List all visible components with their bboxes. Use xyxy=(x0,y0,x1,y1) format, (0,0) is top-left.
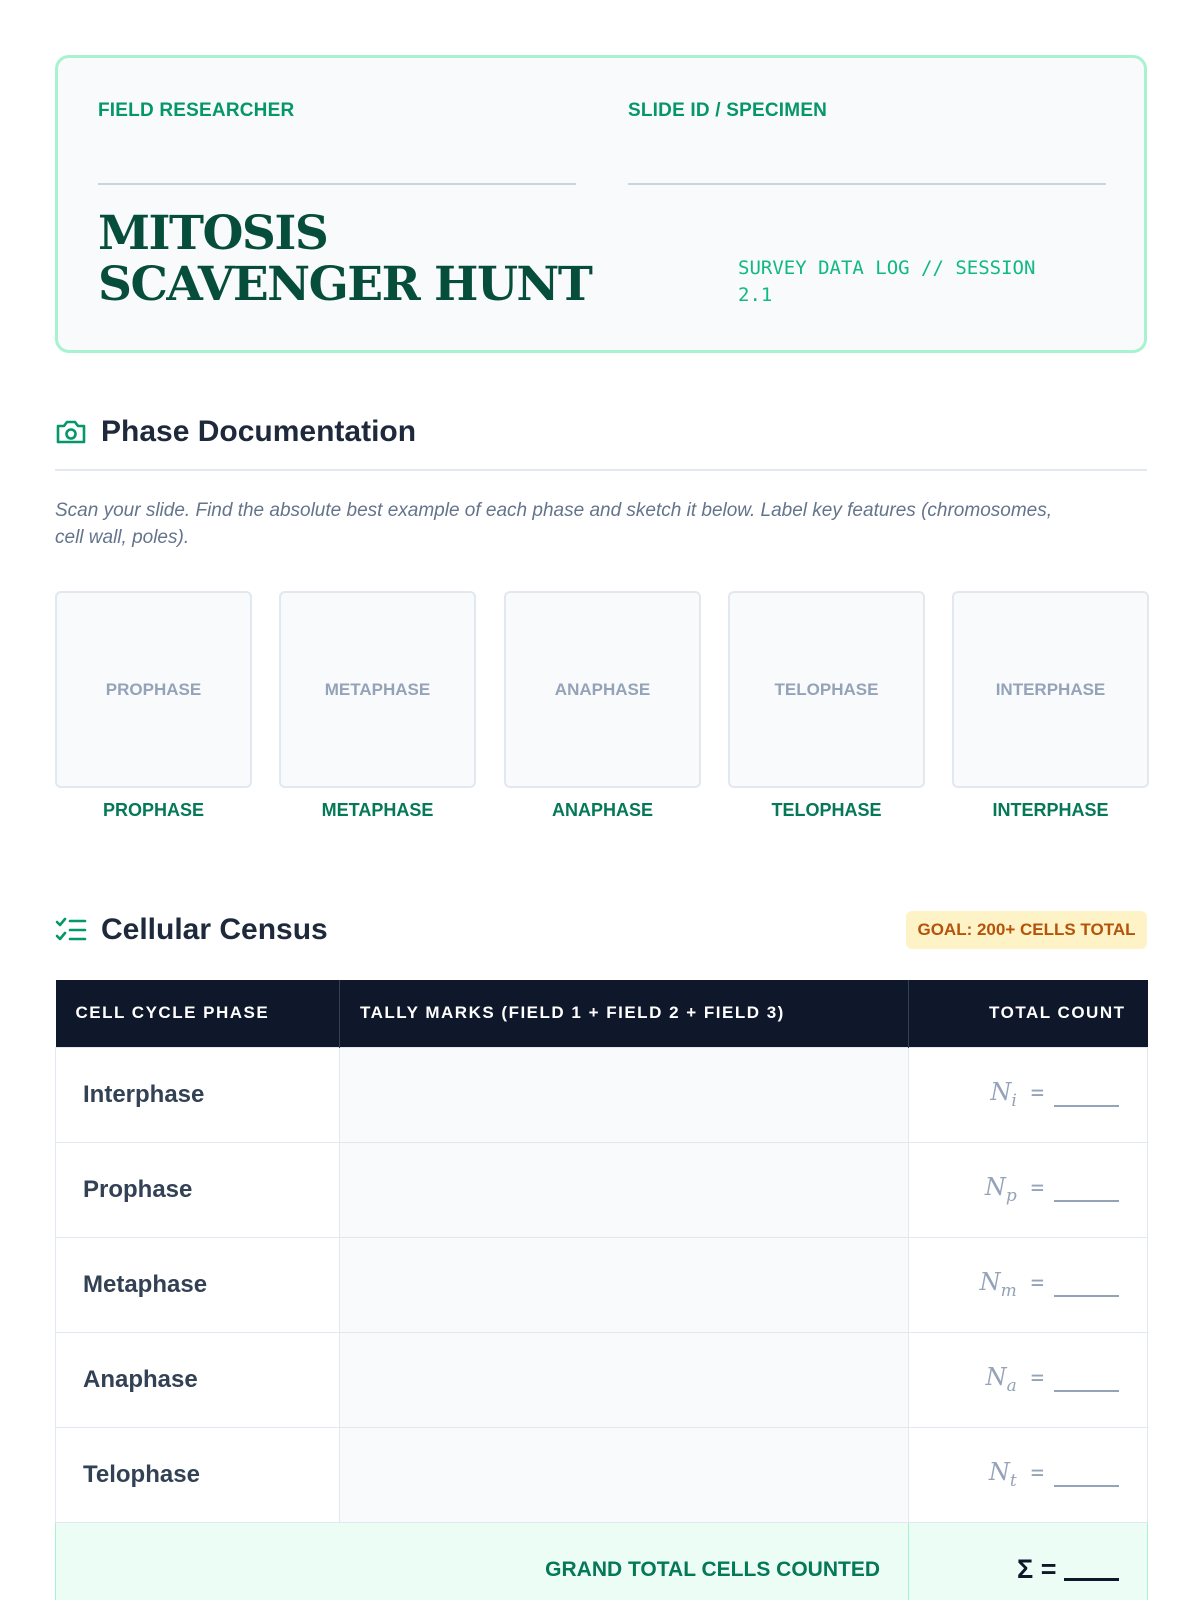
section-divider xyxy=(55,469,1147,471)
count-blank[interactable] xyxy=(1054,1465,1119,1487)
sketch-box-prophase[interactable]: PROPHASE xyxy=(55,591,252,788)
tally-cell[interactable] xyxy=(340,1237,909,1332)
count-variable: $N_i$ xyxy=(990,1078,1017,1111)
count-variable: $N_m$ xyxy=(979,1268,1017,1301)
column-header-tally: TALLY MARKS (FIELD 1 + FIELD 2 + FIELD 3) xyxy=(340,980,909,1047)
count-cell xyxy=(909,1237,1148,1332)
census-title: Cellular Census xyxy=(101,913,328,946)
tally-cell[interactable] xyxy=(340,1142,909,1237)
phase-name: Metaphase xyxy=(56,1237,340,1332)
sketch-box-metaphase[interactable]: METAPHASE xyxy=(279,591,476,788)
equals-sign: = xyxy=(1030,1176,1044,1202)
equals-sign: = xyxy=(1030,1271,1044,1297)
caption-metaphase: METAPHASE xyxy=(321,800,434,820)
count-blank[interactable] xyxy=(1054,1275,1119,1297)
count-variable: $N_t$ xyxy=(988,1458,1017,1491)
table-row xyxy=(56,1427,1148,1522)
grand-total-label: GRAND TOTAL CELLS COUNTED xyxy=(56,1522,909,1600)
tally-cell[interactable] xyxy=(340,1427,909,1522)
count-cell xyxy=(909,1047,1148,1142)
session-subtitle: SURVEY DATA LOG // SESSION 2.1 xyxy=(738,257,1036,306)
table-row xyxy=(56,1332,1148,1427)
count-variable: $N_a$ xyxy=(985,1363,1017,1396)
equals-sign: = xyxy=(1030,1081,1044,1107)
equals-sign: = xyxy=(1030,1366,1044,1392)
instructions-text: Scan your slide. Find the absolute best example of each phase and sketch it below. Label key features (chromosomes, cell wall, poles). xyxy=(55,500,1053,548)
grand-total-blank[interactable] xyxy=(1064,1561,1119,1581)
count-variable: $N_p$ xyxy=(984,1173,1017,1206)
caption-prophase: PROPHASE xyxy=(102,800,205,820)
grand-total-value xyxy=(909,1522,1148,1600)
header-card xyxy=(55,55,1147,353)
researcher-field[interactable] xyxy=(98,183,576,185)
count-cell xyxy=(909,1142,1148,1237)
table-row xyxy=(56,1237,1148,1332)
phase-name: Anaphase xyxy=(56,1332,340,1427)
phase-name: Interphase xyxy=(56,1047,340,1142)
equals-sign: = xyxy=(1030,1461,1044,1487)
table-row xyxy=(56,1047,1148,1142)
caption-anaphase: ANAPHASE xyxy=(551,800,653,820)
table-header-row xyxy=(56,980,1148,1047)
checklist-icon xyxy=(55,914,87,946)
slide-id-field[interactable] xyxy=(628,183,1106,185)
phase-name: Prophase xyxy=(56,1142,340,1237)
column-header-total: TOTAL COUNT xyxy=(909,980,1148,1047)
sketch-box-telophase[interactable]: TELOPHASE xyxy=(728,591,925,788)
researcher-label: FIELD RESEARCHER xyxy=(98,100,295,121)
tally-cell[interactable] xyxy=(340,1047,909,1142)
count-cell xyxy=(909,1427,1148,1522)
tally-cell[interactable] xyxy=(340,1332,909,1427)
phase-doc-header xyxy=(55,415,416,449)
census-table xyxy=(55,980,1148,1600)
phase-doc-title: Phase Documentation xyxy=(101,415,417,448)
caption-interphase: INTERPHASE xyxy=(992,800,1109,820)
count-blank[interactable] xyxy=(1054,1370,1119,1392)
census-header xyxy=(55,913,328,947)
goal-badge: GOAL: 200+ CELLS TOTAL xyxy=(906,911,1147,949)
count-cell xyxy=(909,1332,1148,1427)
page-title: MITOSIS SCAVENGER HUNT xyxy=(98,206,592,312)
column-header-phase: CELL CYCLE PHASE xyxy=(56,980,340,1047)
count-blank[interactable] xyxy=(1054,1085,1119,1107)
count-blank[interactable] xyxy=(1054,1180,1119,1202)
sketch-box-interphase[interactable]: INTERPHASE xyxy=(952,591,1149,788)
caption-telophase: TELOPHASE xyxy=(771,800,882,820)
sketch-box-anaphase[interactable]: ANAPHASE xyxy=(504,591,701,788)
slide-id-label: SLIDE ID / SPECIMEN xyxy=(628,100,828,121)
sigma-symbol: Σ = xyxy=(1017,1554,1057,1584)
table-row xyxy=(56,1142,1148,1237)
grand-total-row xyxy=(56,1522,1148,1600)
camera-icon xyxy=(55,416,87,448)
phase-name: Telophase xyxy=(56,1427,340,1522)
